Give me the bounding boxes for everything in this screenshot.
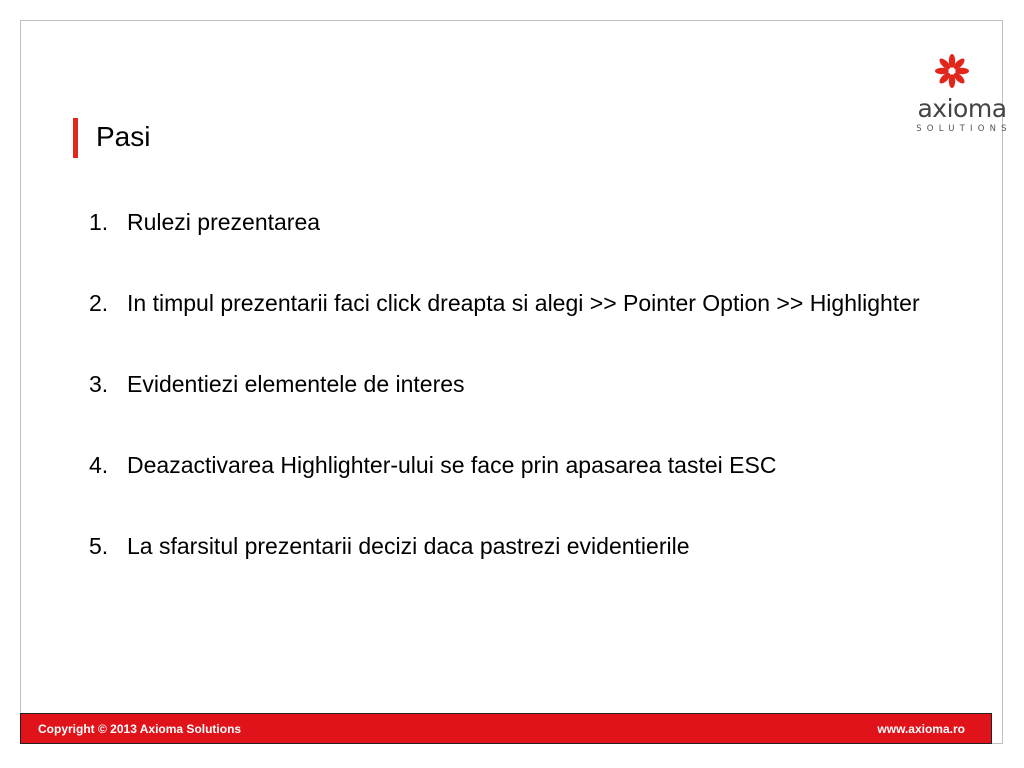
step-number: 5. <box>89 533 109 559</box>
list-item <box>89 206 949 238</box>
step-number: 3. <box>89 371 109 397</box>
step-number: 2. <box>89 290 109 316</box>
step-text: Deazactivarea Highlighter-ului se face prin apasarea tastei ESC <box>127 452 777 478</box>
step-number: 1. <box>89 209 109 235</box>
list-item <box>89 287 949 319</box>
step-text: La sfarsitul prezentarii decizi daca pastrezi evidentierile <box>127 533 690 559</box>
title-accent-bar <box>73 118 78 158</box>
list-item <box>89 449 949 481</box>
step-text: Evidentiezi elementele de interes <box>127 371 465 397</box>
logo-tagline: SOLUTIONS <box>916 124 1012 134</box>
step-text: In timpul prezentarii faci click dreapta si alegi >> Pointer Option >> Highlighter <box>127 290 920 316</box>
steps-list <box>89 206 949 611</box>
list-item <box>89 368 949 400</box>
company-logo <box>906 49 1018 137</box>
step-text: Rulezi prezentarea <box>127 209 321 235</box>
step-number: 4. <box>89 452 109 478</box>
flower-logo-icon <box>906 49 1018 95</box>
slide <box>20 20 1012 744</box>
slide-title: Pasi <box>96 121 151 152</box>
copyright-text: Copyright © 2013 Axioma Solutions <box>38 722 242 736</box>
footer-bar <box>20 713 992 744</box>
website-link[interactable]: www.axioma.ro <box>877 722 965 736</box>
logo-wordmark: axioma <box>917 94 1007 123</box>
list-item <box>89 530 949 562</box>
